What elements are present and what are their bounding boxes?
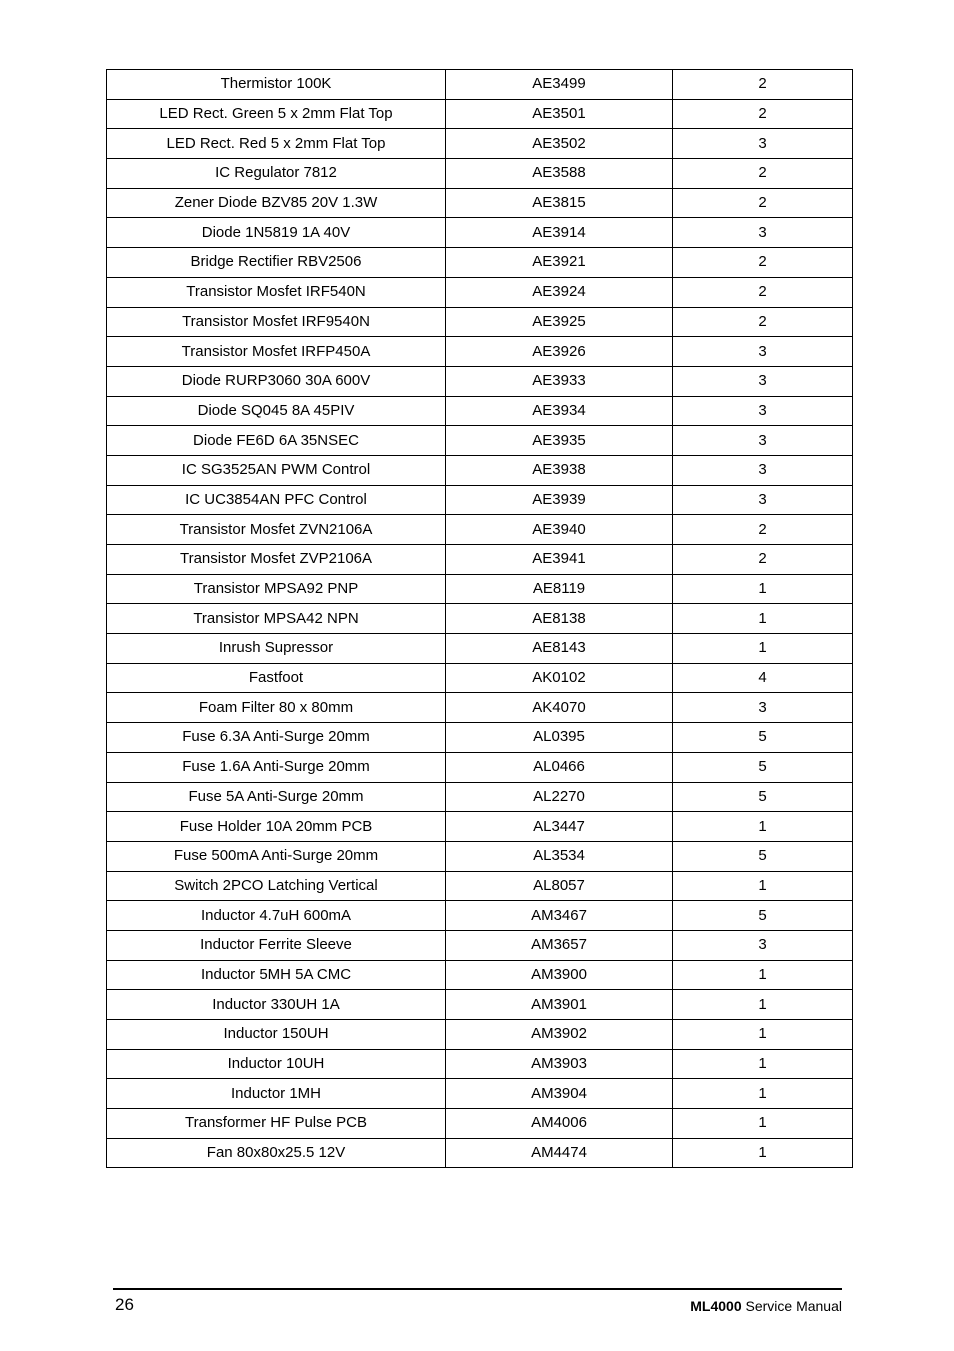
table-row [107, 188, 853, 218]
part-quantity-cell: 1 [673, 604, 853, 634]
part-description-cell: IC SG3525AN PWM Control [107, 455, 446, 485]
part-number-cell: AE3939 [446, 485, 673, 515]
footer-model: ML4000 [690, 1298, 742, 1314]
part-number-cell: AE3938 [446, 455, 673, 485]
part-number-cell: AK4070 [446, 693, 673, 723]
part-quantity-cell: 5 [673, 841, 853, 871]
part-number-cell: AE3815 [446, 188, 673, 218]
table-row [107, 159, 853, 189]
part-quantity-cell: 2 [673, 515, 853, 545]
part-description-cell: Transistor MPSA42 NPN [107, 604, 446, 634]
table-row [107, 455, 853, 485]
part-description-cell: Diode RURP3060 30A 600V [107, 366, 446, 396]
part-quantity-cell: 1 [673, 634, 853, 664]
part-description-cell: Inrush Supressor [107, 634, 446, 664]
part-description-cell: Inductor 1MH [107, 1079, 446, 1109]
part-number-cell: AE3924 [446, 277, 673, 307]
part-number-cell: AE3940 [446, 515, 673, 545]
footer-divider [113, 1288, 842, 1290]
part-quantity-cell: 4 [673, 663, 853, 693]
part-description-cell: Transistor Mosfet IRF9540N [107, 307, 446, 337]
table-row [107, 930, 853, 960]
table-row [107, 1109, 853, 1139]
part-quantity-cell: 2 [673, 159, 853, 189]
table-row [107, 812, 853, 842]
table-row [107, 515, 853, 545]
part-number-cell: AE8138 [446, 604, 673, 634]
part-number-cell: AM3903 [446, 1049, 673, 1079]
part-description-cell: Transistor Mosfet IRFP450A [107, 337, 446, 367]
part-number-cell: AL0395 [446, 723, 673, 753]
table-row [107, 871, 853, 901]
table-row [107, 337, 853, 367]
table-row [107, 366, 853, 396]
table-row [107, 1020, 853, 1050]
part-description-cell: Transistor Mosfet ZVN2106A [107, 515, 446, 545]
part-number-cell: AE3935 [446, 426, 673, 456]
part-description-cell: Fuse 500mA Anti-Surge 20mm [107, 841, 446, 871]
table-row [107, 634, 853, 664]
part-description-cell: Inductor 150UH [107, 1020, 446, 1050]
part-quantity-cell: 3 [673, 218, 853, 248]
table-row [107, 307, 853, 337]
part-description-cell: Switch 2PCO Latching Vertical [107, 871, 446, 901]
parts-list-table [106, 69, 853, 1168]
part-number-cell: AE3914 [446, 218, 673, 248]
part-description-cell: Fuse 5A Anti-Surge 20mm [107, 782, 446, 812]
part-quantity-cell: 3 [673, 455, 853, 485]
part-number-cell: AL0466 [446, 752, 673, 782]
part-number-cell: AL3534 [446, 841, 673, 871]
part-quantity-cell: 1 [673, 1079, 853, 1109]
footer-title [690, 1298, 842, 1314]
part-description-cell: LED Rect. Red 5 x 2mm Flat Top [107, 129, 446, 159]
table-row [107, 901, 853, 931]
part-number-cell: AE3925 [446, 307, 673, 337]
part-description-cell: Transistor Mosfet IRF540N [107, 277, 446, 307]
table-row [107, 248, 853, 278]
part-quantity-cell: 3 [673, 693, 853, 723]
part-number-cell: AL2270 [446, 782, 673, 812]
table-row [107, 990, 853, 1020]
table-row [107, 663, 853, 693]
part-quantity-cell: 1 [673, 990, 853, 1020]
table-row [107, 1049, 853, 1079]
table-row [107, 723, 853, 753]
part-number-cell: AE3502 [446, 129, 673, 159]
part-description-cell: Inductor 10UH [107, 1049, 446, 1079]
part-quantity-cell: 3 [673, 129, 853, 159]
part-number-cell: AE3933 [446, 366, 673, 396]
page-number: 26 [115, 1295, 134, 1314]
table-row [107, 782, 853, 812]
table-row [107, 485, 853, 515]
table-row [107, 693, 853, 723]
part-quantity-cell: 3 [673, 426, 853, 456]
part-description-cell: Inductor 5MH 5A CMC [107, 960, 446, 990]
part-number-cell: AM3904 [446, 1079, 673, 1109]
part-quantity-cell: 3 [673, 485, 853, 515]
part-description-cell: Bridge Rectifier RBV2506 [107, 248, 446, 278]
parts-list-body [107, 70, 853, 1168]
part-number-cell: AM3900 [446, 960, 673, 990]
part-description-cell: Transistor MPSA92 PNP [107, 574, 446, 604]
table-row [107, 545, 853, 575]
table-row [107, 218, 853, 248]
part-quantity-cell: 2 [673, 545, 853, 575]
part-number-cell: AE3499 [446, 70, 673, 100]
part-quantity-cell: 1 [673, 1049, 853, 1079]
table-row [107, 841, 853, 871]
part-quantity-cell: 1 [673, 960, 853, 990]
table-row [107, 604, 853, 634]
part-number-cell: AM3902 [446, 1020, 673, 1050]
table-row [107, 752, 853, 782]
part-quantity-cell: 2 [673, 277, 853, 307]
part-number-cell: AM3467 [446, 901, 673, 931]
table-row [107, 396, 853, 426]
part-number-cell: AL8057 [446, 871, 673, 901]
part-quantity-cell: 3 [673, 930, 853, 960]
part-description-cell: Diode FE6D 6A 35NSEC [107, 426, 446, 456]
part-quantity-cell: 5 [673, 752, 853, 782]
table-row [107, 277, 853, 307]
part-description-cell: Fuse 6.3A Anti-Surge 20mm [107, 723, 446, 753]
part-quantity-cell: 3 [673, 337, 853, 367]
part-description-cell: Fan 80x80x25.5 12V [107, 1138, 446, 1168]
part-number-cell: AK0102 [446, 663, 673, 693]
table-row [107, 426, 853, 456]
part-number-cell: AE8143 [446, 634, 673, 664]
part-description-cell: Fastfoot [107, 663, 446, 693]
part-number-cell: AE3921 [446, 248, 673, 278]
table-row [107, 99, 853, 129]
part-number-cell: AE3588 [446, 159, 673, 189]
part-number-cell: AM4006 [446, 1109, 673, 1139]
part-number-cell: AM4474 [446, 1138, 673, 1168]
part-number-cell: AE3934 [446, 396, 673, 426]
part-quantity-cell: 2 [673, 70, 853, 100]
table-row [107, 574, 853, 604]
part-number-cell: AE8119 [446, 574, 673, 604]
footer-manual-label: Service Manual [741, 1298, 842, 1314]
part-description-cell: Transformer HF Pulse PCB [107, 1109, 446, 1139]
part-description-cell: Inductor Ferrite Sleeve [107, 930, 446, 960]
part-number-cell: AM3657 [446, 930, 673, 960]
part-number-cell: AE3926 [446, 337, 673, 367]
table-row [107, 1138, 853, 1168]
part-description-cell: Transistor Mosfet ZVP2106A [107, 545, 446, 575]
part-quantity-cell: 1 [673, 1020, 853, 1050]
part-description-cell: Fuse Holder 10A 20mm PCB [107, 812, 446, 842]
part-quantity-cell: 2 [673, 248, 853, 278]
table-row [107, 70, 853, 100]
part-quantity-cell: 1 [673, 1138, 853, 1168]
part-quantity-cell: 1 [673, 1109, 853, 1139]
part-description-cell: Inductor 4.7uH 600mA [107, 901, 446, 931]
table-row [107, 1079, 853, 1109]
part-quantity-cell: 5 [673, 723, 853, 753]
part-description-cell: Diode 1N5819 1A 40V [107, 218, 446, 248]
part-quantity-cell: 3 [673, 366, 853, 396]
part-number-cell: AE3501 [446, 99, 673, 129]
part-number-cell: AL3447 [446, 812, 673, 842]
table-row [107, 960, 853, 990]
part-quantity-cell: 5 [673, 782, 853, 812]
part-description-cell: Foam Filter 80 x 80mm [107, 693, 446, 723]
part-quantity-cell: 3 [673, 396, 853, 426]
part-quantity-cell: 1 [673, 812, 853, 842]
part-quantity-cell: 1 [673, 871, 853, 901]
table-row [107, 129, 853, 159]
part-description-cell: IC Regulator 7812 [107, 159, 446, 189]
part-quantity-cell: 5 [673, 901, 853, 931]
part-description-cell: Inductor 330UH 1A [107, 990, 446, 1020]
part-quantity-cell: 1 [673, 574, 853, 604]
part-number-cell: AM3901 [446, 990, 673, 1020]
part-quantity-cell: 2 [673, 307, 853, 337]
part-description-cell: Fuse 1.6A Anti-Surge 20mm [107, 752, 446, 782]
part-description-cell: Thermistor 100K [107, 70, 446, 100]
part-description-cell: Diode SQ045 8A 45PIV [107, 396, 446, 426]
part-description-cell: LED Rect. Green 5 x 2mm Flat Top [107, 99, 446, 129]
part-quantity-cell: 2 [673, 188, 853, 218]
part-number-cell: AE3941 [446, 545, 673, 575]
part-description-cell: IC UC3854AN PFC Control [107, 485, 446, 515]
part-description-cell: Zener Diode BZV85 20V 1.3W [107, 188, 446, 218]
part-quantity-cell: 2 [673, 99, 853, 129]
